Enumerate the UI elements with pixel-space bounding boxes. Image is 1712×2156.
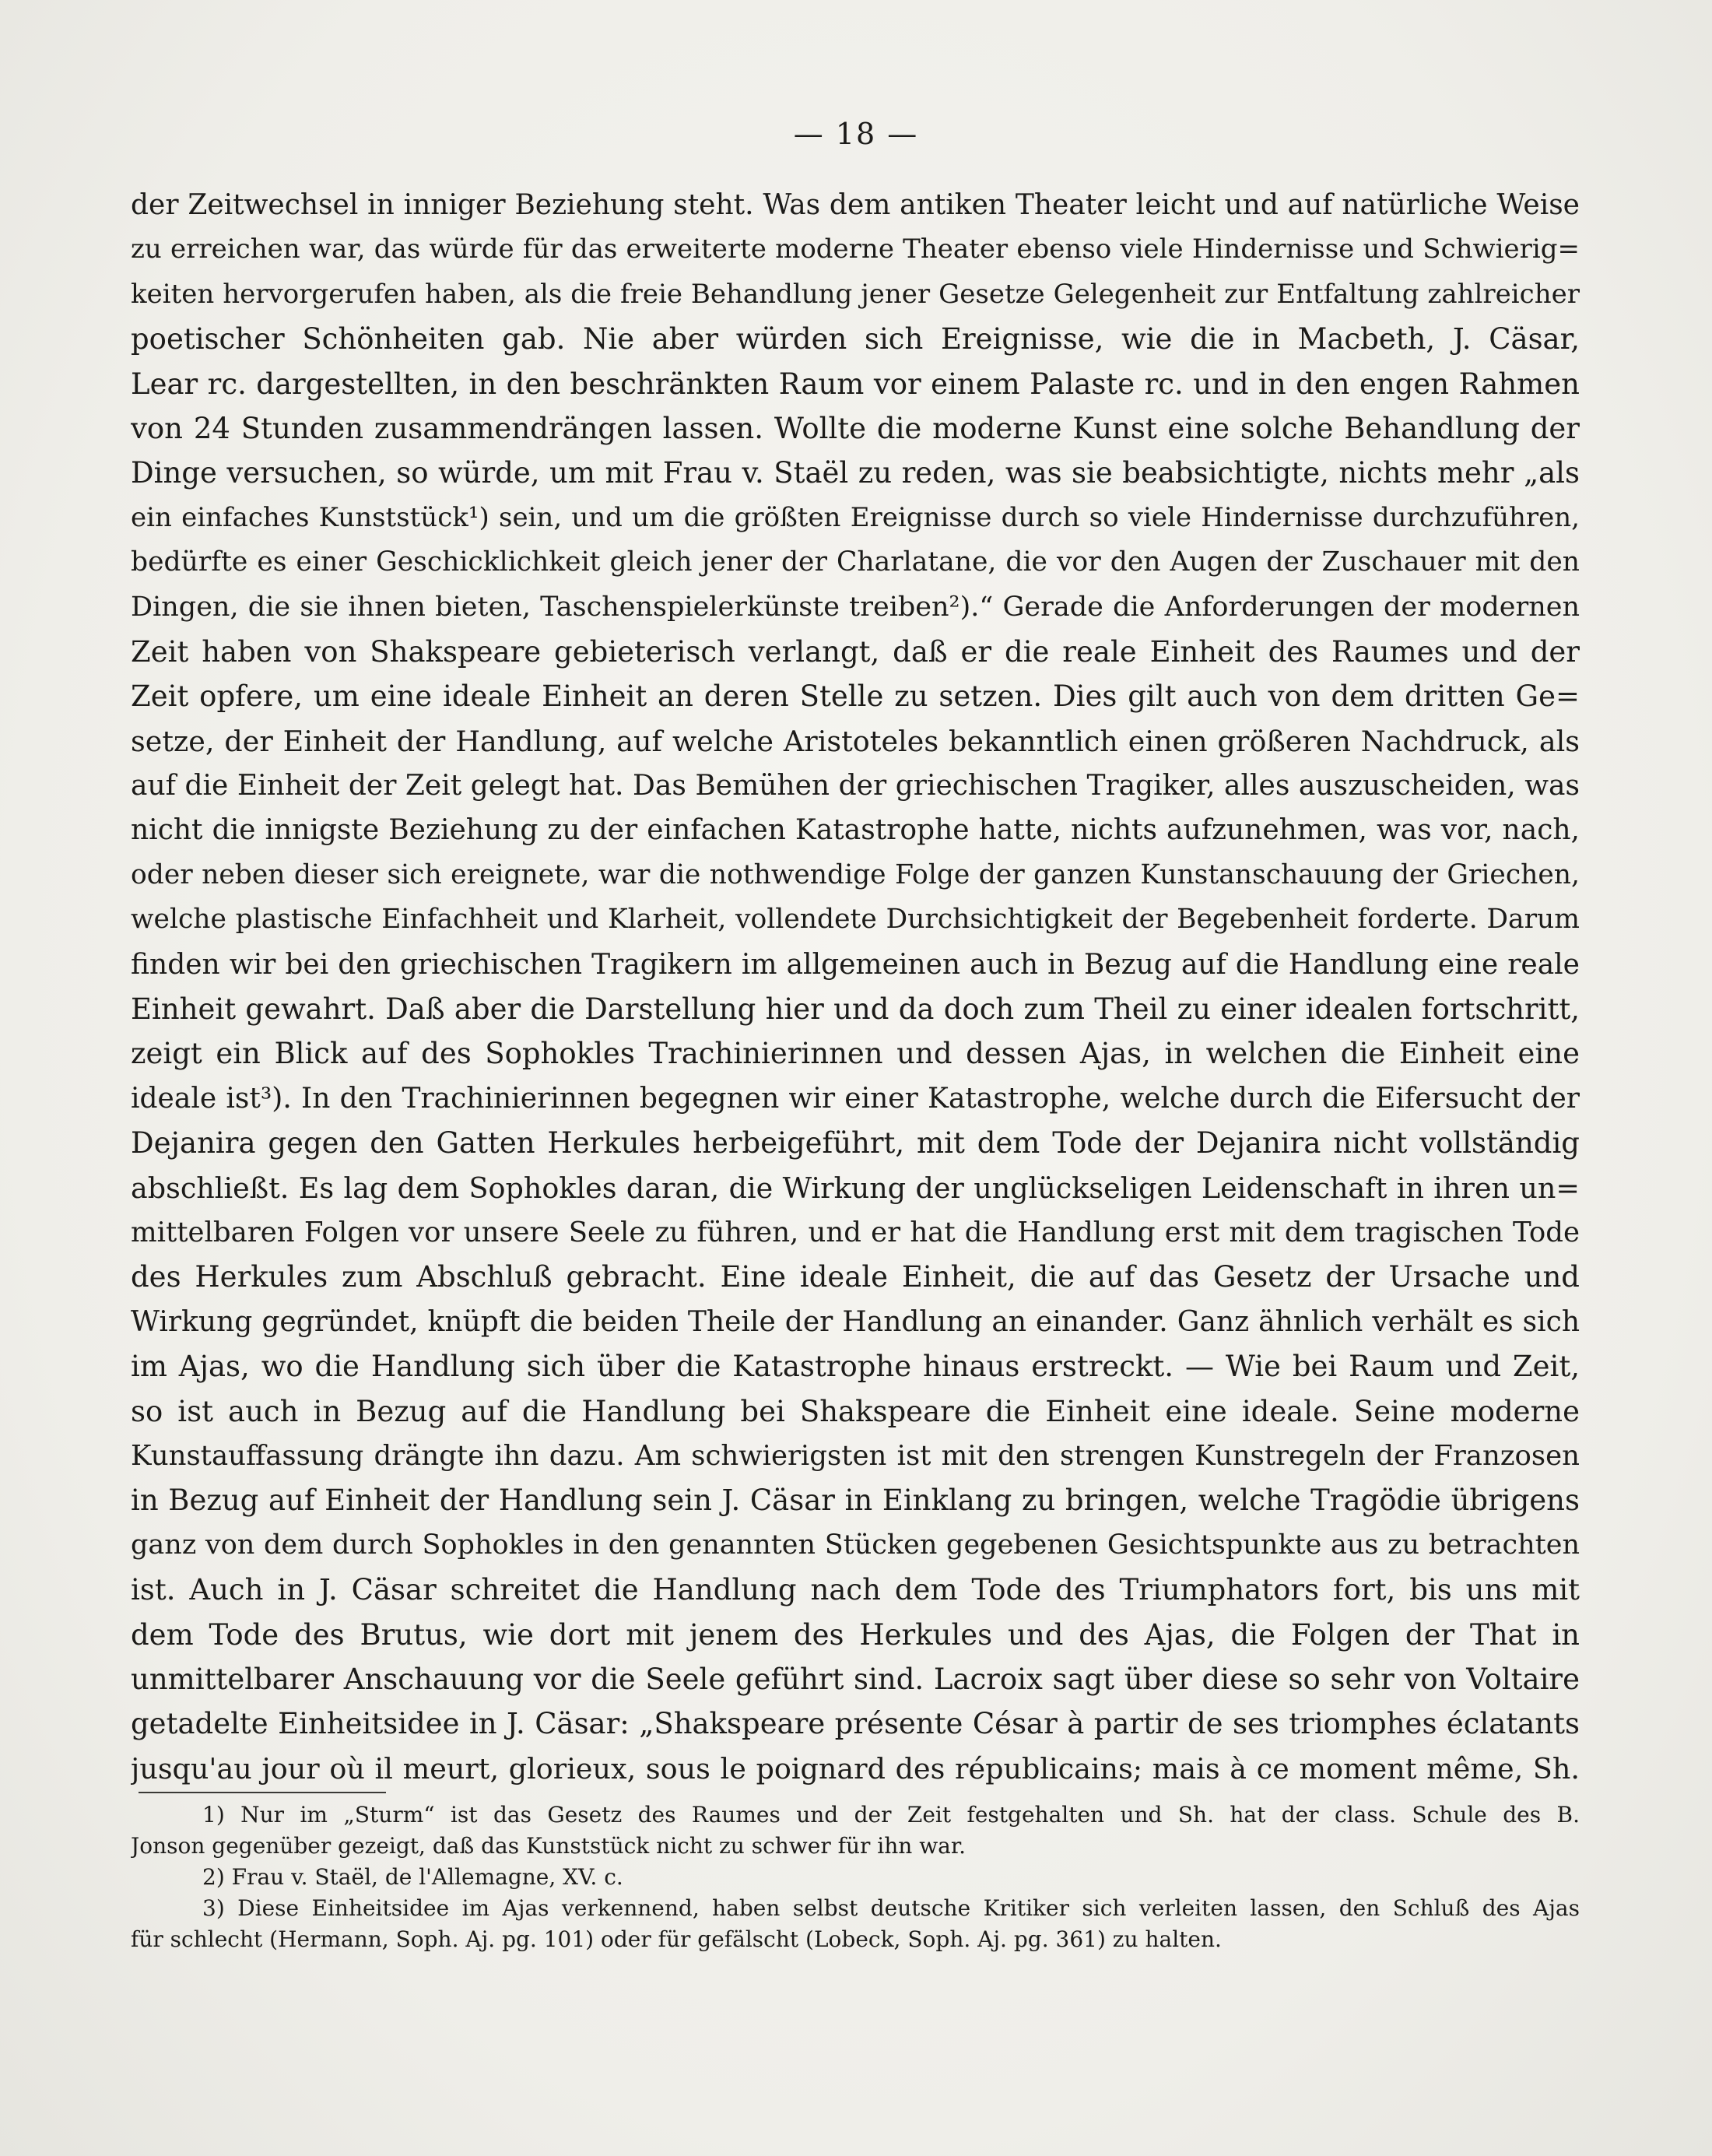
text-line: in Bezug auf Einheit der Handlung sein J. Cäsar in Einklang zu bringen, welche Tragödie übrigens bbox=[131, 1484, 1580, 1518]
text-line: auf die Einheit der Zeit gelegt hat. Das Bemühen der griechischen Tragiker, alles auszuscheiden, was bbox=[131, 770, 1580, 802]
text-line: ist. Auch in J. Cäsar schreitet die Handlung nach dem Tode des Triumphators fort, bis uns mit bbox=[131, 1573, 1580, 1607]
footnote-2: 2) Frau v. Staël, de l'Allemagne, XV. c. bbox=[202, 1864, 623, 1890]
text-line: von 24 Stunden zusammendrängen lassen. Wollte die moderne Kunst eine solche Behandlung der bbox=[131, 411, 1580, 445]
text-line: im Ajas, wo die Handlung sich über die Katastrophe hinaus erstreckt. — Wie bei Raum und Zeit, bbox=[131, 1350, 1580, 1384]
footnote-1-continued: Jonson gegenüber gezeigt, daß das Kunststück nicht zu schwer für ihn war. bbox=[131, 1833, 967, 1859]
text-line: Dingen, die sie ihnen bieten, Taschenspielerkünste treiben²).“ Gerade die Anforderungen der modernen bbox=[131, 591, 1580, 623]
text-line: ganz von dem durch Sophokles in den genannten Stücken gegebenen Gesichtspunkte aus zu betrachten bbox=[131, 1529, 1580, 1561]
text-line: dem Tode des Brutus, wie dort mit jenem des Herkules und des Ajas, die Folgen der That in bbox=[131, 1617, 1580, 1652]
text-line: nicht die innigste Beziehung zu der einfachen Katastrophe hatte, nichts aufzunehmen, was vor, nach, bbox=[131, 814, 1580, 847]
text-line: unmittelbarer Anschauung vor die Seele geführt sind. Lacroix sagt über diese so sehr von Voltaire bbox=[131, 1662, 1580, 1696]
text-line: keiten hervorgerufen haben, als die freie Behandlung jener Gesetze Gelegenheit zur Entfaltung zahlreicher bbox=[131, 278, 1580, 310]
text-line: getadelte Einheitsidee in J. Cäsar: „Shakspeare présente César à partir de ses triomphes éclatants bbox=[131, 1707, 1580, 1741]
footnote-3: 3) Diese Einheitsidee im Ajas verkennend, haben selbst deutsche Kritiker sich verleiten lassen, den Schluß des Ajas bbox=[202, 1895, 1580, 1921]
text-line: abschließt. Es lag dem Sophokles daran, die Wirkung der unglückseligen Leidenschaft in ihren un= bbox=[131, 1171, 1580, 1205]
text-line: Dinge versuchen, so würde, um mit Frau v. Staël zu reden, was sie beabsichtigte, nichts mehr „als bbox=[131, 456, 1580, 490]
text-line: poetischer Schönheiten gab. Nie aber würden sich Ereignisse, wie die in Macbeth, J. Cäsar, bbox=[131, 322, 1580, 356]
body-text bbox=[131, 183, 1580, 1791]
text-line: Zeit haben von Shakspeare gebieterisch verlangt, daß er die reale Einheit des Raumes und der bbox=[131, 634, 1580, 669]
text-line: mittelbaren Folgen vor unsere Seele zu führen, und er hat die Handlung erst mit dem tragischen Tode bbox=[131, 1216, 1580, 1248]
text-line: zeigt ein Blick auf des Sophokles Trachinierinnen und dessen Ajas, in welchen die Einheit eine bbox=[131, 1037, 1580, 1071]
page-number: — 18 — bbox=[793, 117, 919, 151]
footnote-3-continued: für schlecht (Hermann, Soph. Aj. pg. 101) oder für gefälscht (Lobeck, Soph. Aj. pg. 361) zu halten. bbox=[131, 1926, 1222, 1952]
text-line: so ist auch in Bezug auf die Handlung bei Shakspeare die Einheit eine ideale. Seine moderne bbox=[131, 1394, 1580, 1428]
footnote-divider bbox=[139, 1792, 386, 1793]
text-line: Dejanira gegen den Gatten Herkules herbeigeführt, mit dem Tode der Dejanira nicht vollständig bbox=[131, 1126, 1580, 1161]
text-line: des Herkules zum Abschluß gebracht. Eine ideale Einheit, die auf das Gesetz der Ursache und bbox=[131, 1260, 1580, 1294]
footnote-1: 1) Nur im „Sturm“ ist das Gesetz des Raumes und der Zeit festgehalten und Sh. hat der class. Schule des B. bbox=[202, 1802, 1580, 1828]
text-line: jusqu'au jour où il meurt, glorieux, sous le poignard des républicains; mais à ce moment même, Sh. bbox=[131, 1751, 1580, 1786]
text-line: bedürfte es einer Geschicklichkeit gleich jener der Charlatane, die vor den Augen der Zuschauer mit den bbox=[131, 546, 1580, 578]
text-line: der Zeitwechsel in inniger Beziehung steht. Was dem antiken Theater leicht und auf natürliche Weise bbox=[131, 189, 1580, 221]
text-line: finden wir bei den griechischen Tragikern im allgemeinen auch in Bezug auf die Handlung eine reale bbox=[131, 948, 1580, 981]
footnotes bbox=[131, 1800, 1580, 1955]
text-line: Wirkung gegründet, knüpft die beiden Theile der Handlung an einander. Ganz ähnlich verhält es sich bbox=[131, 1305, 1580, 1338]
text-line: Lear rc. dargestellten, in den beschränkten Raum vor einem Palaste rc. und in den engen Rahmen bbox=[131, 367, 1580, 401]
text-line: zu erreichen war, das würde für das erweiterte moderne Theater ebenso viele Hindernisse und Schwierig= bbox=[131, 234, 1580, 265]
text-line: welche plastische Einfachheit und Klarheit, vollendete Durchsichtigkeit der Begebenheit forderte. Darum bbox=[131, 904, 1580, 936]
text-line: ideale ist³). In den Trachinierinnen begegnen wir einer Katastrophe, welche durch die Eifersucht der bbox=[131, 1082, 1580, 1115]
text-line: setze, der Einheit der Handlung, auf welche Aristoteles bekanntlich einen größeren Nachdruck, als bbox=[131, 724, 1580, 758]
text-line: Einheit gewahrt. Daß aber die Darstellung hier und da doch zum Theil zu einer idealen fortschritt, bbox=[131, 992, 1580, 1027]
text-line: Kunstauffassung drängte ihn dazu. Am schwierigsten ist mit den strengen Kunstregeln der Franzosen bbox=[131, 1439, 1580, 1472]
text-line: ein einfaches Kunststück¹) sein, und um die größten Ereignisse durch so viele Hindernisse durchzuführen, bbox=[131, 501, 1580, 533]
text-line: oder neben dieser sich ereignete, war die nothwendige Folge der ganzen Kunstanschauung der Griechen, bbox=[131, 859, 1580, 890]
text-line: Zeit opfere, um eine ideale Einheit an deren Stelle zu setzen. Dies gilt auch von dem dritten Ge= bbox=[131, 679, 1580, 714]
